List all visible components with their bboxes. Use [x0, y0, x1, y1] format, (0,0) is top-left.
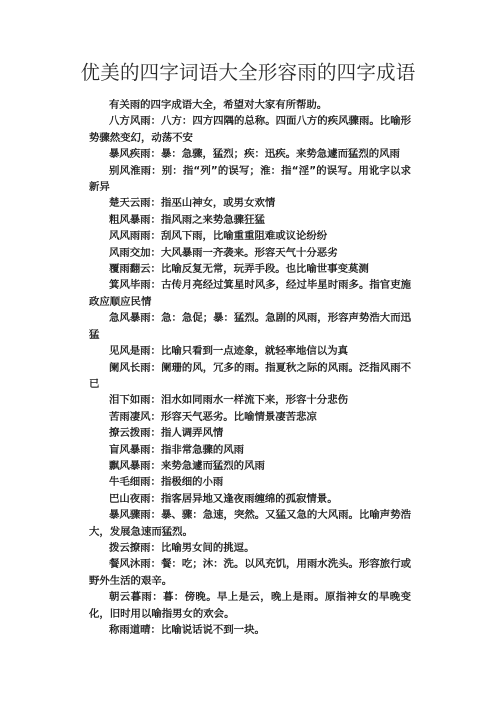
paragraph: 阑风长雨：阑珊的风，冗多的雨。指夏秋之际的风雨。泛指风雨不已: [89, 361, 411, 390]
paragraph: 撩云拨雨：指人调弄风情: [109, 427, 224, 440]
paragraph: 拨云撩雨：比喻男女间的挑逗。: [109, 541, 255, 554]
paragraph: 风风雨雨：刮风下雨，比喻重重阻难或议论纷纷: [109, 230, 328, 243]
paragraph: 见风是雨：比喻只看到一点迹象，就轻率地信以为真: [109, 345, 348, 358]
paragraph: 牛毛细雨：指极细的小雨: [109, 476, 224, 489]
paragraph: 粗风暴雨：指风雨之来势急骤狂猛: [109, 213, 265, 226]
paragraph: 风雨交加：大风暴雨一齐袭来。形容天气十分恶劣: [109, 246, 338, 259]
paragraph: 巴山夜雨：指客居异地又逢夜雨缠绵的孤寂情景。: [109, 492, 338, 505]
paragraph: 八方风雨：八方：四方四隅的总称。四面八方的疾风骤雨。比喻形势骤然变幻，动荡不安: [89, 115, 411, 144]
paragraph: 覆雨翻云：比喻反复无常，玩弄手段。也比喻世事变莫测: [109, 263, 369, 276]
paragraph: 别风淮雨：别：指“列”的误写；淮：指“淫”的误写。用讹字以求新异: [89, 164, 411, 194]
paragraph: 朝云暮雨：暮：傍晚。早上是云，晚上是雨。原指神女的早晚变化，旧时用以喻指男女的欢会。: [89, 591, 411, 620]
paragraph: 盲风暴雨：指非常急骤的风雨: [109, 443, 245, 456]
paragraph: 急风暴雨：急：急促；暴：猛烈。急剧的风雨，形容声势浩大而迅猛: [89, 312, 411, 341]
paragraph: 餐风沐雨：餐：吃；沐：洗。以风充饥，用雨水洗头。形容旅行或野外生活的艰辛。: [89, 558, 411, 587]
paragraph: 箕风毕雨：古传月亮经过箕星时风多，经过毕星时雨多。指官吏施政应顺应民情: [89, 279, 411, 308]
document-body: [89, 97, 411, 638]
paragraph: 暴风骤雨：暴、骤：急速，突然。又猛又急的大风雨。比喻声势浩大，发展急速而猛烈。: [89, 509, 411, 538]
paragraph: 暴风疾雨：暴：急骤，猛烈；疾：迅疾。来势急遽而猛烈的风雨: [109, 148, 400, 161]
paragraph: 楚天云雨：指巫山神女，或男女欢情: [109, 197, 276, 210]
paragraph: 泪下如雨：泪水如同雨水一样流下来，形容十分悲伤: [109, 394, 348, 407]
paragraph: 有关雨的四字成语大全，希望对大家有所帮助。: [109, 99, 328, 111]
paragraph: 飘风暴雨：来势急遽而猛烈的风雨: [109, 459, 265, 472]
paragraph: 称雨道晴：比喻说话说不到一块。: [109, 624, 265, 636]
paragraph: 苦雨凄风：形容天气恶劣。比喻情景凄苦悲凉: [109, 410, 317, 423]
document-title: 优美的四字词语大全形容雨的四字成语: [80, 61, 416, 84]
